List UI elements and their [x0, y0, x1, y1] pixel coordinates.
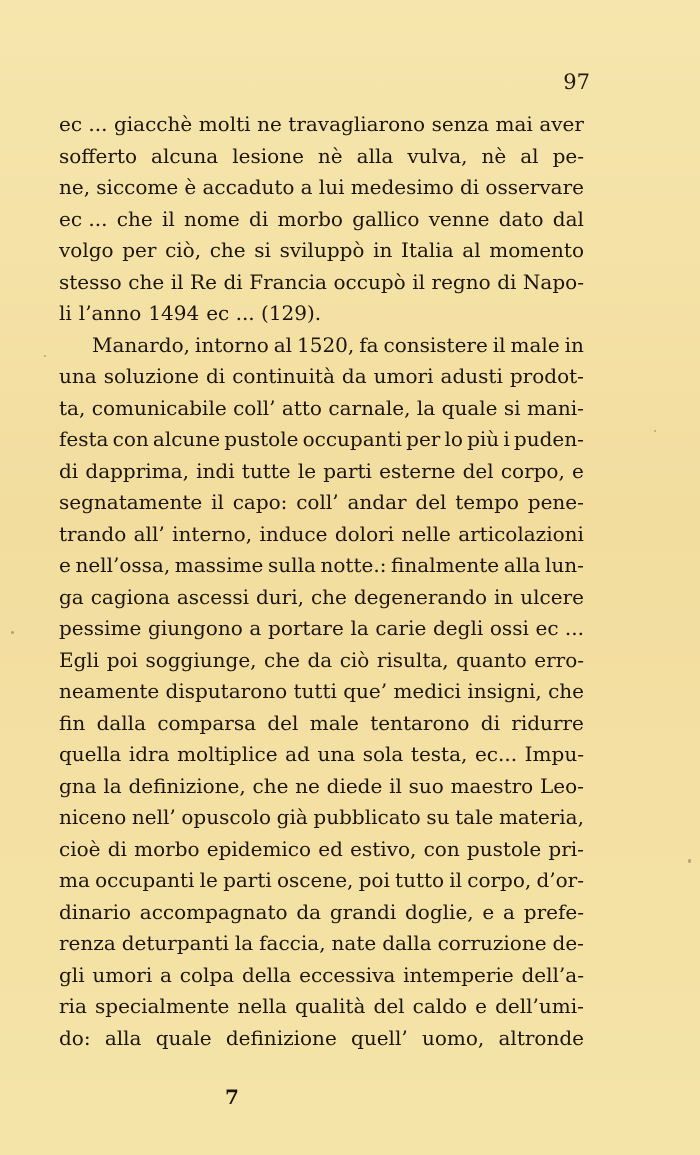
- word: occupanti: [95, 868, 195, 892]
- word: ridurre: [511, 710, 584, 735]
- word: più: [467, 427, 500, 451]
- word: definizione: [225, 1025, 337, 1050]
- word: di: [497, 269, 517, 294]
- word: che: [128, 269, 165, 294]
- word: ec ...: [59, 112, 108, 136]
- word: consistere: [383, 332, 488, 357]
- text-line: [59, 204, 584, 236]
- text-line: [59, 172, 584, 204]
- paper-speck: [44, 355, 46, 357]
- word: portare: [268, 616, 344, 640]
- word: soluzione: [103, 364, 199, 388]
- word: molti: [198, 112, 251, 136]
- paper-speck: [654, 430, 656, 432]
- word: ec ...: [535, 616, 584, 640]
- word: prefe-: [523, 899, 584, 924]
- word: mani-: [527, 395, 584, 420]
- word: regno: [431, 269, 491, 294]
- word: nè: [481, 143, 507, 168]
- word: già: [276, 805, 308, 829]
- word: di: [59, 458, 79, 483]
- text-line: [59, 739, 584, 771]
- word: parti: [323, 458, 372, 483]
- word: ec ...: [59, 206, 108, 231]
- word: al: [273, 332, 293, 357]
- word: e: [482, 899, 495, 924]
- page-number: 97: [563, 70, 590, 94]
- word: le: [297, 458, 317, 483]
- word: 1494: [148, 301, 200, 325]
- text-line: [59, 645, 584, 677]
- word: di: [460, 175, 480, 199]
- text-line: [59, 834, 584, 866]
- word: comunicabile: [91, 395, 227, 420]
- word: Italia: [401, 238, 454, 262]
- word: uomo,: [421, 1025, 485, 1050]
- text-line: [59, 771, 584, 803]
- body-text: [59, 109, 584, 1054]
- word: ne: [295, 773, 320, 798]
- word: e: [572, 458, 584, 483]
- word: con: [112, 427, 149, 451]
- word: qualità: [295, 994, 366, 1018]
- text-line: [59, 330, 584, 362]
- word: Napo-: [522, 269, 584, 294]
- word: poi: [106, 647, 138, 672]
- word: dinario: [59, 899, 132, 924]
- text-line: [59, 960, 584, 992]
- word: degenerando: [353, 584, 488, 609]
- word: male: [510, 332, 560, 357]
- word: moltiplice: [177, 742, 278, 766]
- word: alla: [356, 143, 394, 168]
- word: pene-: [527, 490, 584, 514]
- word: su: [426, 805, 450, 829]
- word: caldo: [412, 994, 468, 1018]
- word: coll’: [296, 490, 339, 514]
- text-line: [59, 235, 584, 267]
- word: tutte: [241, 458, 291, 483]
- word: opuscolo: [181, 805, 272, 829]
- word: induce: [259, 521, 328, 546]
- word: Egli: [59, 647, 100, 672]
- word: parti: [223, 868, 272, 892]
- word: carie: [375, 616, 427, 640]
- word: risulta,: [376, 647, 449, 672]
- text-line: [59, 897, 584, 929]
- text-line: [59, 298, 584, 330]
- word: notte.:: [320, 553, 387, 577]
- paper-speck: [11, 631, 14, 634]
- word: alla: [104, 1025, 142, 1050]
- word: esterne: [379, 458, 456, 483]
- word: suo: [408, 773, 444, 798]
- word: sviluppò: [279, 238, 365, 262]
- word: gallico: [352, 206, 420, 231]
- word: quanto: [456, 647, 527, 672]
- word: ec...: [474, 742, 518, 766]
- word: e: [59, 553, 71, 577]
- word: grandi: [329, 899, 397, 924]
- text-line: [59, 424, 584, 456]
- word: a: [503, 899, 515, 924]
- word: colpa: [179, 962, 235, 987]
- word: lui: [318, 175, 345, 199]
- word: disputarono: [165, 679, 288, 703]
- word: sofferto: [59, 143, 137, 168]
- word: per: [122, 238, 157, 262]
- word: dal: [552, 206, 584, 231]
- word: epidemico: [206, 836, 312, 861]
- word: con: [423, 836, 460, 861]
- word: nome: [184, 206, 240, 231]
- word: ec ... (129).: [206, 301, 322, 325]
- word: pessime: [59, 616, 142, 640]
- word: morbo: [277, 206, 343, 231]
- word: insigni,: [467, 679, 542, 703]
- word: dalla: [96, 710, 147, 735]
- word: altronde: [498, 1025, 584, 1050]
- word: il: [492, 332, 506, 357]
- word: ad: [285, 742, 310, 766]
- word: per: [406, 427, 441, 451]
- word: tempo: [455, 490, 519, 514]
- word: prodot-: [509, 364, 584, 388]
- word: corpo,: [500, 458, 565, 483]
- word: specialmente: [95, 994, 230, 1018]
- word: di: [107, 836, 127, 861]
- word: sola: [362, 742, 404, 766]
- text-line: [59, 928, 584, 960]
- word: a: [160, 962, 172, 987]
- word: che: [310, 584, 347, 609]
- word: di: [206, 364, 226, 388]
- word: del: [267, 710, 299, 735]
- text-line: [59, 550, 584, 582]
- word: venne: [428, 206, 490, 231]
- word: niceno: [59, 805, 127, 829]
- word: si: [503, 395, 521, 420]
- word: della: [241, 962, 292, 987]
- word: momento: [489, 238, 584, 262]
- word: puden-: [513, 427, 584, 451]
- word: materia,: [498, 805, 584, 829]
- word: massime: [174, 553, 264, 577]
- word: ta,: [59, 395, 86, 420]
- word: comparsa: [157, 710, 257, 735]
- word: al: [520, 143, 539, 168]
- word: travagliarono: [288, 112, 426, 136]
- word: dalla: [382, 931, 432, 955]
- word: i: [503, 427, 510, 451]
- word: in: [373, 238, 393, 262]
- word: Re: [190, 269, 217, 294]
- word: giungono: [148, 616, 243, 640]
- word: alla: [503, 553, 541, 577]
- word: che: [548, 679, 584, 703]
- word: umori: [92, 962, 153, 987]
- word: doglie,: [405, 899, 474, 924]
- word: tentarono: [370, 710, 470, 735]
- word: definizione,: [128, 773, 246, 798]
- signature-mark: 7: [225, 1085, 239, 1109]
- word: eccessiva: [299, 962, 396, 987]
- word: ascessi: [176, 584, 249, 609]
- word: occupò: [333, 269, 406, 294]
- word: li: [59, 301, 72, 325]
- word: che: [264, 647, 300, 672]
- word: finalmente: [391, 553, 500, 577]
- word: a: [249, 616, 262, 640]
- word: tale: [455, 805, 494, 829]
- word: fin: [59, 710, 86, 735]
- word: pri-: [548, 836, 584, 861]
- word: Leo-: [539, 773, 584, 798]
- word: lesione: [232, 143, 304, 168]
- word: volgo: [59, 238, 114, 262]
- text-line: [59, 1023, 584, 1055]
- word: indi: [196, 458, 235, 483]
- word: da: [296, 899, 322, 924]
- word: che: [209, 238, 246, 262]
- word: ria: [59, 994, 87, 1018]
- word: ga: [59, 584, 84, 609]
- word: a: [300, 175, 313, 199]
- word: medici: [393, 679, 462, 703]
- word: degli: [433, 616, 484, 640]
- word: ciò,: [165, 238, 202, 262]
- word: e: [475, 994, 487, 1018]
- word: interno,: [172, 521, 253, 546]
- word: siccome: [96, 175, 179, 199]
- word: di: [480, 710, 500, 735]
- word: segnatamente: [59, 490, 203, 514]
- word: il: [211, 490, 224, 514]
- word: del: [373, 994, 405, 1018]
- word: occupanti: [302, 427, 402, 451]
- word: al: [462, 238, 481, 262]
- text-line: [59, 991, 584, 1023]
- word: pustole: [466, 836, 542, 861]
- word: fa: [359, 332, 379, 357]
- text-line: [59, 519, 584, 551]
- word: capo:: [232, 490, 288, 514]
- word: estivo,: [350, 836, 417, 861]
- word: la: [350, 616, 369, 640]
- word: nell’ossa,: [75, 553, 171, 577]
- word: de-: [552, 931, 584, 955]
- word: andar: [347, 490, 407, 514]
- word: l’anno: [78, 301, 142, 325]
- word: stesso: [59, 269, 122, 294]
- text-line: [59, 613, 584, 645]
- word: gna: [59, 773, 97, 798]
- word: corpo,: [467, 868, 532, 892]
- word: morbo: [134, 836, 200, 861]
- text-line: [59, 141, 584, 173]
- word: adusti: [440, 364, 503, 388]
- text-line: [59, 865, 584, 897]
- word: medesimo: [350, 175, 454, 199]
- paper-speck: [688, 859, 691, 863]
- word: duri,: [255, 584, 304, 609]
- word: que’: [343, 679, 388, 703]
- word: da: [341, 364, 367, 388]
- word: dato: [498, 206, 544, 231]
- text-line: [59, 109, 584, 141]
- word: che: [116, 206, 153, 231]
- word: Impu-: [524, 742, 584, 766]
- word: umori: [373, 364, 434, 388]
- word: ne: [257, 112, 282, 136]
- word: ciò: [339, 647, 370, 672]
- word: una: [317, 742, 356, 766]
- word: pustole: [224, 427, 299, 451]
- word: vulva,: [407, 143, 468, 168]
- word: in: [564, 332, 584, 357]
- word: Manardo,: [92, 332, 190, 357]
- word: festa: [59, 427, 109, 451]
- word: diede: [326, 773, 383, 798]
- text-line: [59, 802, 584, 834]
- text-line: [59, 456, 584, 488]
- word: del: [462, 458, 494, 483]
- word: atto: [281, 395, 322, 420]
- word: la: [416, 395, 436, 420]
- word: Francia: [249, 269, 327, 294]
- word: coll’: [233, 395, 276, 420]
- word: il: [170, 269, 184, 294]
- word: la: [234, 931, 254, 955]
- word: quale: [441, 395, 498, 420]
- word: ne,: [59, 175, 91, 199]
- word: quella: [59, 742, 122, 766]
- word: giacchè: [113, 112, 193, 136]
- text-line: [59, 676, 584, 708]
- word: intemperie: [403, 962, 514, 987]
- word: dapprima,: [85, 458, 189, 483]
- word: è: [184, 175, 197, 199]
- word: il: [389, 773, 402, 798]
- word: le: [199, 868, 218, 892]
- word: accaduto: [202, 175, 295, 199]
- word: senza: [431, 112, 490, 136]
- text-line: [59, 361, 584, 393]
- word: all’: [133, 521, 165, 546]
- word: oscene,: [276, 868, 354, 892]
- text-line: [59, 582, 584, 614]
- word: neamente: [59, 679, 160, 703]
- word: il: [449, 868, 463, 892]
- word: una: [59, 364, 97, 388]
- word: dell’a-: [521, 962, 584, 987]
- word: di: [223, 269, 243, 294]
- word: trando: [59, 521, 127, 546]
- word: renza: [59, 931, 116, 955]
- word: nell’: [131, 805, 176, 829]
- word: ossi: [489, 616, 529, 640]
- word: male: [309, 710, 359, 735]
- word: ulcere: [520, 584, 584, 609]
- word: che: [252, 773, 289, 798]
- word: faccia,: [259, 931, 326, 955]
- word: alcuna: [151, 143, 219, 168]
- word: erro-: [534, 647, 584, 672]
- word: ma: [59, 868, 90, 892]
- word: testa,: [410, 742, 468, 766]
- word: nate: [331, 931, 377, 955]
- word: cagiona: [90, 584, 170, 609]
- word: quell’: [351, 1025, 408, 1050]
- text-line: [59, 708, 584, 740]
- word: soggiunge,: [145, 647, 257, 672]
- word: del: [415, 490, 447, 514]
- word: nè: [317, 143, 343, 168]
- word: il: [412, 269, 425, 294]
- word: accompagnato: [139, 899, 288, 924]
- text-line: [59, 393, 584, 425]
- word: do:: [59, 1025, 91, 1050]
- word: continuità: [232, 364, 335, 388]
- word: quale: [155, 1025, 212, 1050]
- word: gli: [59, 962, 85, 987]
- word: poi: [358, 868, 390, 892]
- word: osservare: [485, 175, 584, 199]
- word: ed: [318, 836, 343, 861]
- word: deturpanti: [121, 931, 229, 955]
- word: da: [307, 647, 333, 672]
- word: carnale,: [328, 395, 411, 420]
- word: dolori: [334, 521, 395, 546]
- word: alcune: [152, 427, 221, 451]
- word: il: [161, 206, 175, 231]
- word: nelle: [401, 521, 451, 546]
- word: dell’umi-: [495, 994, 584, 1018]
- word: intorno: [194, 332, 269, 357]
- word: cioè: [59, 836, 101, 861]
- word: aver: [539, 112, 584, 136]
- word: in: [494, 584, 514, 609]
- word: maestro: [450, 773, 534, 798]
- word: tutto: [395, 868, 445, 892]
- text-line: [59, 487, 584, 519]
- word: mai: [495, 112, 533, 136]
- word: pubblicato: [313, 805, 421, 829]
- word: idra: [128, 742, 170, 766]
- word: pe-: [552, 143, 584, 168]
- word: la: [103, 773, 122, 798]
- word: d’or-: [536, 868, 584, 892]
- word: lun-: [545, 553, 584, 577]
- word: nella: [237, 994, 287, 1018]
- word: sulla: [268, 553, 316, 577]
- word: di: [249, 206, 269, 231]
- word: corruzione: [437, 931, 547, 955]
- text-line: [59, 267, 584, 299]
- word: 1520,: [297, 332, 355, 357]
- word: tutti: [293, 679, 337, 703]
- word: articolazioni: [458, 521, 584, 546]
- word: lo: [444, 427, 463, 451]
- word: si: [254, 238, 271, 262]
